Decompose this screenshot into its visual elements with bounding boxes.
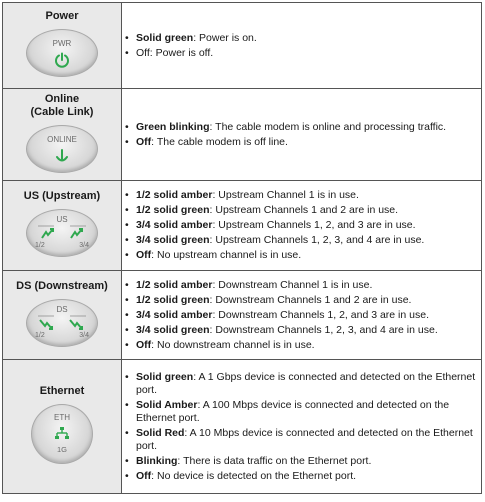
list-item: • Off: Power is off. bbox=[122, 47, 481, 60]
table-row bbox=[3, 89, 482, 181]
list-item: • Off: No device is detected on the Ethernet port. bbox=[122, 470, 481, 483]
downstream-led-button bbox=[26, 299, 98, 347]
list-item: • Solid Amber: A 100 Mbps device is connected and detected on the Ethernet port. bbox=[122, 399, 481, 425]
table-row bbox=[3, 360, 482, 494]
row-title: Online bbox=[44, 92, 80, 105]
list-item: • Solid green: A 1 Gbps device is connected and detected on the Ethernet port. bbox=[122, 371, 481, 397]
row-title: DS (Downstream) bbox=[16, 279, 108, 292]
list-item: • Off: The cable modem is off line. bbox=[122, 136, 481, 149]
led-left-label: 1/2 bbox=[35, 242, 45, 249]
upstream-arrows-icon bbox=[34, 223, 90, 243]
row-title: US (Upstream) bbox=[23, 190, 101, 202]
led-cell-downstream bbox=[3, 271, 122, 360]
list-item: • 1/2 solid green: Upstream Channels 1 and 2 are in use. bbox=[122, 204, 481, 217]
led-label: ETH bbox=[54, 413, 70, 422]
downstream-arrows-icon bbox=[34, 313, 90, 333]
led-label: US bbox=[56, 215, 68, 224]
list-item: • Solid green: Power is on. bbox=[122, 32, 481, 45]
ethernet-network-icon bbox=[55, 427, 69, 439]
list-item: • Solid Red: A 10 Mbps device is connected and detected on the Ethernet port. bbox=[122, 427, 481, 453]
led-status-table bbox=[2, 2, 482, 494]
power-icon bbox=[54, 52, 70, 68]
led-desc-upstream bbox=[122, 181, 482, 271]
ethernet-led-button bbox=[31, 404, 93, 464]
led-label: DS bbox=[56, 304, 68, 314]
list-item: • 1/2 solid amber: Downstream Channel 1 is in use. bbox=[122, 279, 481, 292]
led-cell-ethernet bbox=[3, 360, 122, 494]
list-item: • Off: No downstream channel is in use. bbox=[122, 339, 481, 352]
led-right-label: 3/4 bbox=[79, 242, 89, 249]
list-item: • 3/4 solid green: Upstream Channels 1, 2, 3, and 4 are in use. bbox=[122, 234, 481, 247]
led-label: PWR bbox=[52, 39, 72, 48]
list-item: • Green blinking: The cable modem is online and processing traffic. bbox=[122, 121, 481, 134]
led-desc-online bbox=[122, 89, 482, 181]
row-title: Power bbox=[45, 10, 79, 22]
row-subtitle: (Cable Link) bbox=[30, 105, 94, 118]
row-title: Ethernet bbox=[39, 385, 85, 397]
led-desc-ethernet bbox=[122, 360, 482, 494]
table-row bbox=[3, 271, 482, 360]
led-left-label: 1/2 bbox=[35, 331, 45, 339]
led-cell-power bbox=[3, 3, 122, 89]
led-cell-online bbox=[3, 89, 122, 181]
list-item: • 3/4 solid amber: Upstream Channels 1, 2, and 3 are in use. bbox=[122, 219, 481, 232]
table-row bbox=[3, 3, 482, 89]
upstream-led-button bbox=[26, 209, 98, 257]
online-led-button bbox=[26, 125, 98, 173]
list-item: • 1/2 solid amber: Upstream Channel 1 is in use. bbox=[122, 189, 481, 202]
led-sublabel: 1G bbox=[56, 445, 67, 454]
led-right-label: 3/4 bbox=[79, 331, 89, 339]
led-cell-upstream bbox=[3, 181, 122, 271]
list-item: • 3/4 solid amber: Downstream Channels 1, 2, and 3 are in use. bbox=[122, 309, 481, 322]
list-item: • 3/4 solid green: Downstream Channels 1, 2, 3, and 4 are in use. bbox=[122, 324, 481, 337]
list-item: • Off: No upstream channel is in use. bbox=[122, 249, 481, 262]
table-row bbox=[3, 181, 482, 271]
online-link-icon bbox=[54, 148, 70, 164]
list-item: • Blinking: There is data traffic on the Ethernet port. bbox=[122, 455, 481, 468]
led-desc-power bbox=[122, 3, 482, 89]
led-label: ONLINE bbox=[47, 134, 77, 144]
list-item: • 1/2 solid green: Downstream Channels 1 and 2 are in use. bbox=[122, 294, 481, 307]
power-led-button bbox=[26, 29, 98, 77]
led-desc-downstream bbox=[122, 271, 482, 360]
